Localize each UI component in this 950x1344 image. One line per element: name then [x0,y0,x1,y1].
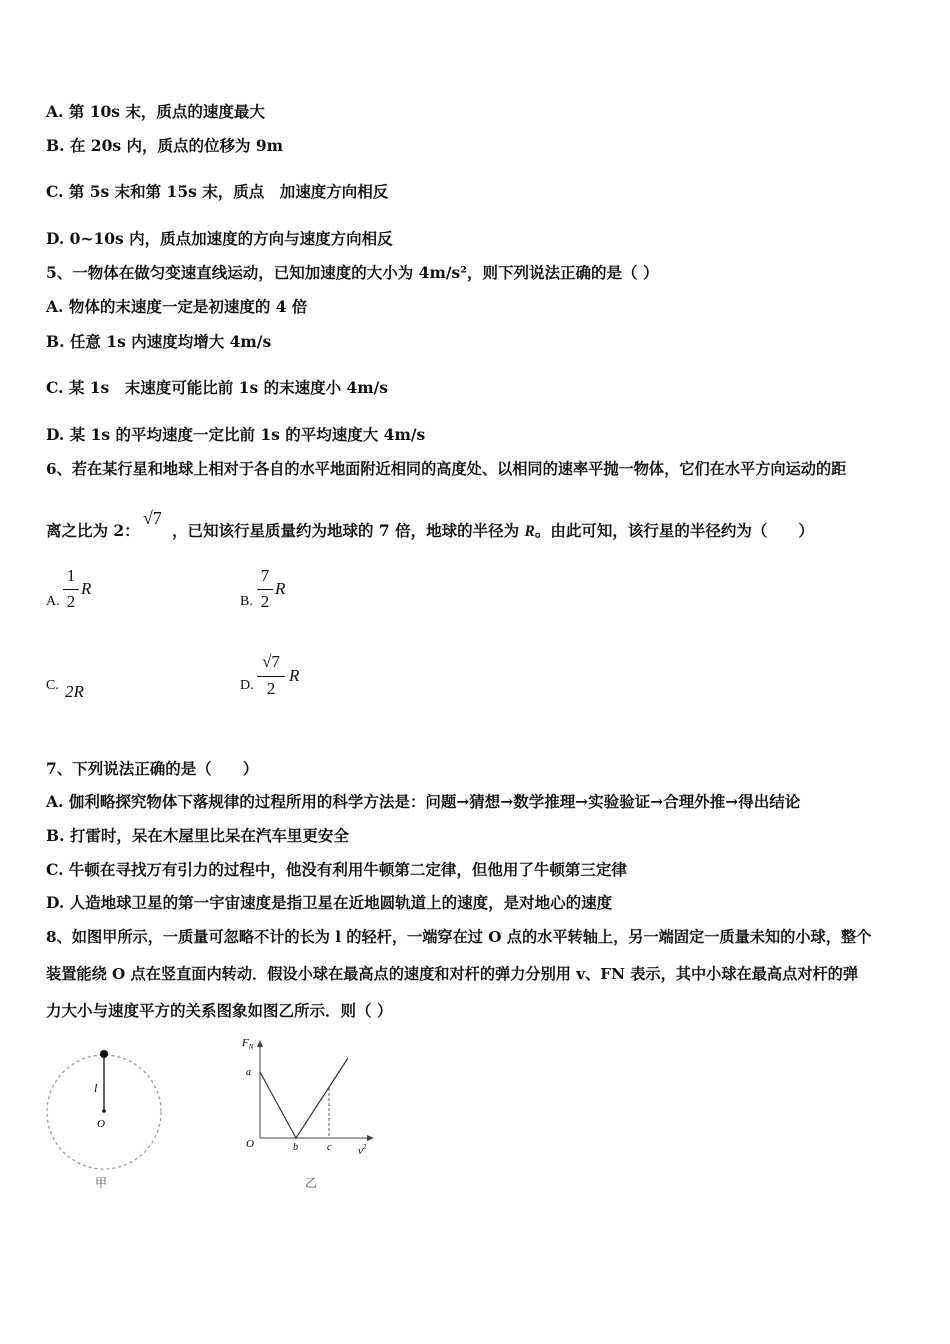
q6-stem-r: R [524,523,535,540]
q6-stem-part-a: 离之比为 2： [46,521,140,540]
q6-sqrt7 [143,508,162,529]
q4-option-c: C. 第 5s 末和第 15s 末，质点 加速度方向相反 [46,182,389,201]
force-curve [260,1058,348,1138]
q6-sqrt7-text: √7 [143,508,162,528]
q6-b-numerator: 7 [260,566,270,585]
q6-a-numerator: 1 [66,566,76,585]
q5-option-d: D. 某 1s 的平均速度一定比前 1s 的平均速度大 4m/s [46,425,426,444]
pivot-point [102,1109,106,1113]
q7-stem: 7、下列说法正确的是（ ） [46,759,259,778]
b-label: b [293,1142,298,1153]
q6-a-fraction-bar [63,589,79,590]
q6-a-r: R [81,579,92,598]
q6-option-c-value: 2R [65,682,84,701]
q6-d-denominator: 2 [266,679,276,698]
q6-stem-part-c: 。由此可知，该行星的半径约为（ ） [534,521,814,540]
x-axis-superscript: 2 [362,1143,367,1151]
q8-stem-line3: 力大小与速度平方的关系图象如图乙所示．则（ ） [46,1001,393,1020]
q4-option-b: B. 在 20s 内，质点的位移为 9m [46,136,284,155]
q7-option-b: B. 打雷时，呆在木屋里比呆在汽车里更安全 [46,826,349,845]
q6-a-denominator: 2 [66,592,76,611]
origin-label: O [246,1138,254,1150]
x-axis-symbol: v [358,1145,363,1157]
q5-option-c: C. 某 1s 末速度可能比前 1s 的末速度小 4m/s [46,378,389,397]
q6-b-fraction-bar [257,589,273,590]
q6-b-r: R [275,579,286,598]
x-axis-label [358,1143,367,1157]
q6-option-c-label: C. [46,678,59,693]
q6-stem-part-b: ，已知该行星质量约为地球的 7 倍，地球的半径为 [172,521,525,540]
figure-yi-caption: 乙 [305,1176,318,1190]
q7-option-a: A. 伽利略探究物体下落规律的过程所用的科学方法是：问题→猜想→数学推理→实验验证→合理外推→得出结论 [46,792,801,811]
figure-yi [238,1034,388,1192]
q6-option-a-label: A. [46,594,60,609]
q4-option-a: A. 第 10s 末，质点的速度最大 [46,102,265,121]
q5-stem: 5、一物体在做匀变速直线运动，已知加速度的大小为 4m/s²，则下列说法正确的是（ ） [46,263,659,282]
q6-b-denominator: 2 [260,592,270,611]
q7-option-d: D. 人造地球卫星的第一宇宙速度是指卫星在近地圆轨道上的速度，是对地心的速度 [46,893,613,912]
q8-stem-line2: 装置能绕 O 点在竖直面内转动．假设小球在最高点的速度和对杆的弹力分别用 v、FN 表示，其中小球在最高点对杆的弹 [46,965,859,983]
q6-option-d-label: D. [240,678,254,693]
q6-d-fraction-bar [257,676,285,677]
q5-option-b: B. 任意 1s 内速度均增大 4m/s [46,332,272,351]
q4-option-d: D. 0~10s 内，质点加速度的方向与速度方向相反 [46,229,393,248]
x-axis-arrow-icon [367,1135,374,1141]
figure-jia-caption: 甲 [95,1176,108,1190]
rod-label: l [94,1081,98,1095]
q8-stem-line1: 8、如图甲所示，一质量可忽略不计的长为 l 的轻杆，一端穿在过 O 点的水平转轴上，另一端固定一质量未知的小球，整个 [46,928,872,946]
center-label: O [97,1118,105,1130]
y-axis-arrow-icon [257,1040,263,1047]
a-label: a [246,1067,251,1078]
ball [100,1050,108,1058]
y-axis-subscript: N [248,1043,254,1051]
y-axis-symbol: F [242,1037,249,1049]
q6-option-b-label: B. [240,594,253,609]
figure-jia [42,1040,172,1192]
c-label: c [327,1142,332,1153]
y-axis-label [241,1037,254,1051]
q6-stem-line1: 6、若在某行星和地球上相对于各自的水平地面附近相同的高度处、以相同的速率平抛一物体，它们在水平方向运动的距 [46,460,847,478]
q7-option-c: C. 牛顿在寻找万有引力的过程中，他没有利用牛顿第二定律，但他用了牛顿第三定律 [46,860,627,879]
q6-d-numerator: √7 [262,652,280,671]
q6-stem-line2-rest [172,521,814,542]
q6-stem-line2 [46,521,140,541]
q5-option-a: A. 物体的末速度一定是初速度的 4 倍 [46,297,308,316]
q6-d-r: R [289,666,300,685]
